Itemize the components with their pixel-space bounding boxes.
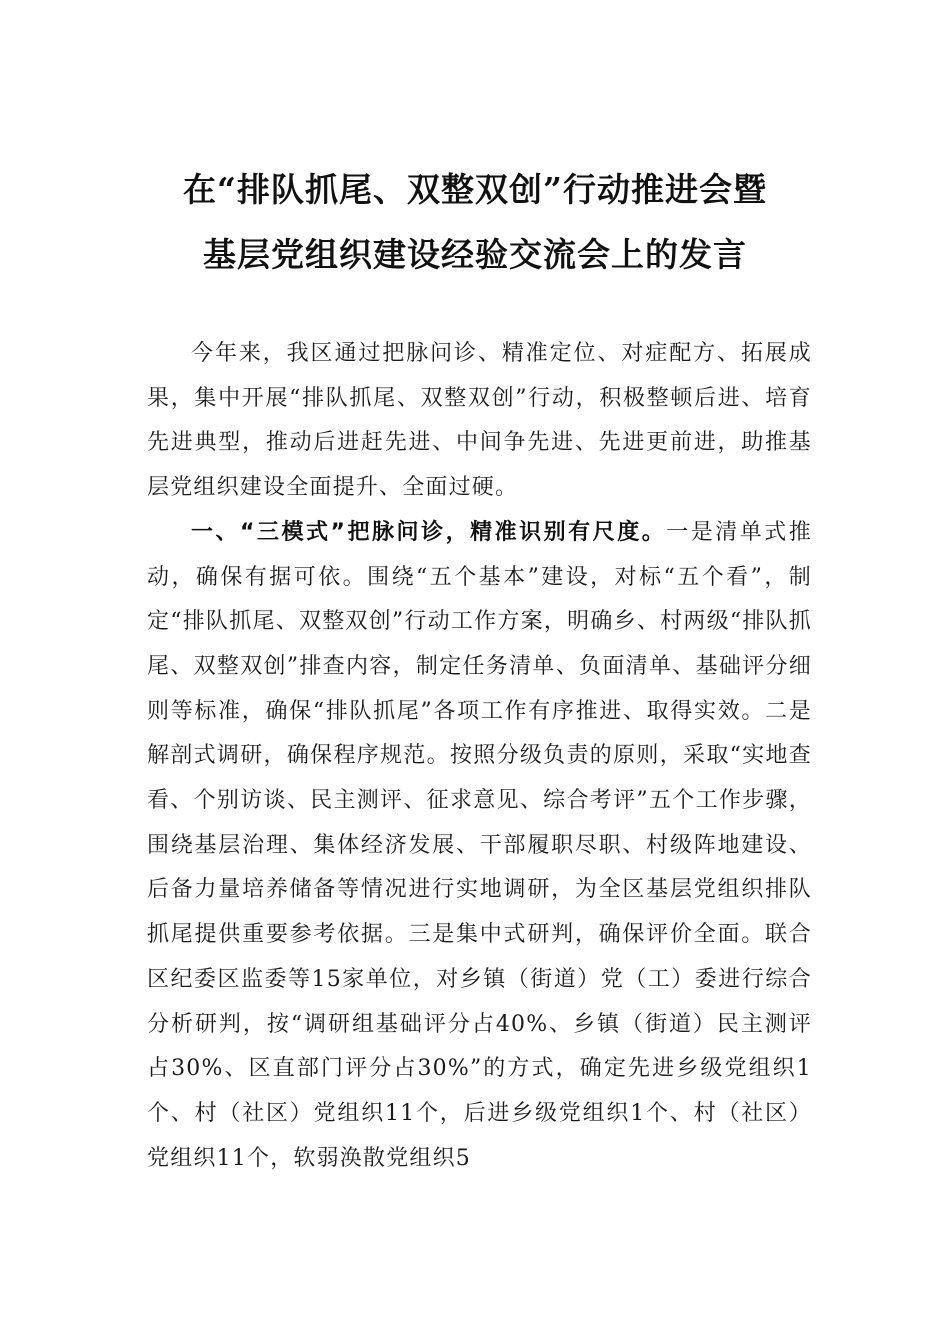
document-title-line-2: 基层党组织建设经验交流会上的发言 <box>203 235 747 274</box>
section-1-paragraph <box>147 511 812 1182</box>
document-title-line-1: 在“排队抓尾、双整双创”行动推进会暨 <box>183 170 767 209</box>
intro-paragraph: 今年来，我区通过把脉问诊、精准定位、对症配方、拓展成果，集中开展“排队抓尾、双整双创”行动，积极整顿后进、培育先进典型，推动后进赶先进、中间争先进、先进更前进，助推基层党组织建设全面提升、全面过硬。 <box>147 341 812 501</box>
section-1-heading: 一、“三模式”把脉问诊，精准识别有尺度。 <box>191 519 667 545</box>
section-1-body: 一是清单式推动，确保有据可依。围绕“五个基本”建设，对标“五个看”，制定“排队抓尾、双整双创”行动工作方案，明确乡、村两级“排队抓尾、双整双创”排查内容，制定任务清单、负面清单、基础评分细则等标准，确保“排队抓尾”各项工作有序推进、取得实效。二是解剖式调研，确保程序规范。按照分级负责的原则，采取“实地查看、个别访谈、民主测评、征求意见、综合考评”五个工作步骤，围绕基层治理、集体经济发展、干部履职尽职、村级阵地建设、后备力量培养储备等情况进行实地调研，为全区基层党组织排队抓尾提供重要参考依据。三是集中式研判，确保评价全面。联合区纪委区监委等15家单位，对乡镇（街道）党（工）委进行综合分析研判，按“调研组基础评分占40%、乡镇（街道）民主测评占30%、区直部门评分占30%”的方式，确定先进乡级党组织1个、村（社区）党组织11个，后进乡级党组织1个、村（社区）党组织11个，软弱涣散党组织5 <box>147 519 813 1171</box>
document-body <box>147 332 812 1181</box>
